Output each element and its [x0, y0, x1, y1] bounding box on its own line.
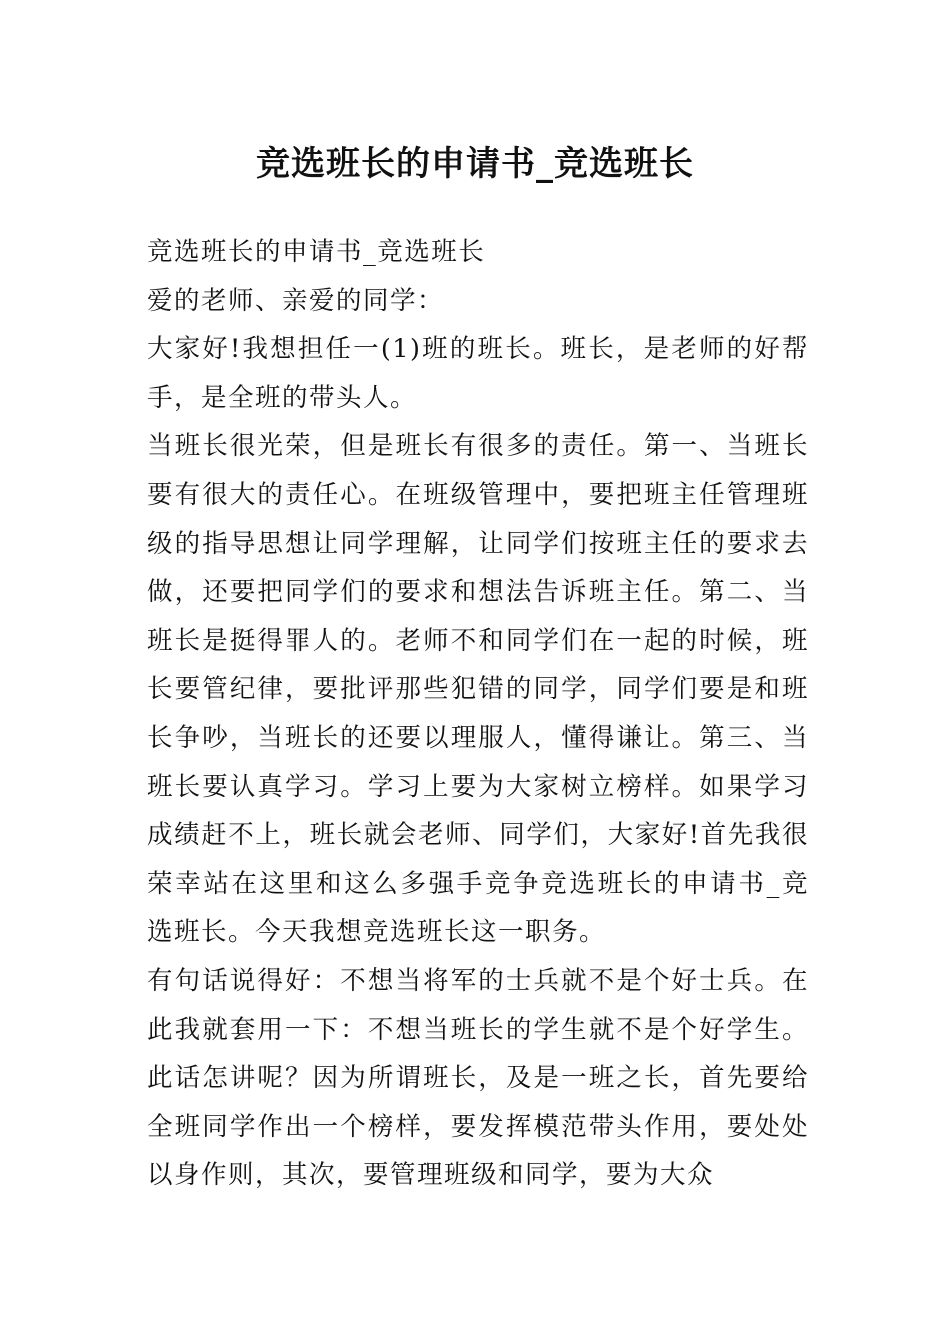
paragraph-salutation: 爱的老师、亲爱的同学： — [147, 285, 445, 316]
paragraph-intro: 大家好!我想担任一(1)班的班长。班长，是老师的好帮手，是全班的带头人。 — [147, 334, 809, 413]
paragraph-responsibilities: 当班长很光荣，但是班长有很多的责任。第一、当班长要有很大的责任心。在班级管理中，要把班主任管理班级的指导思想让同学理解，让同学们按班主任的要求去做，还要把同学们的要求和想法告诉班主任。第二、当班长是挺得罪人的。老师不和同学们在一起的时候，班长要管纪律，要批评那些犯错的同学，同学们要是和班长争吵，当班长的还要以理服人，懂得谦让。第三、当班长要认真学习。学习上要为大家树立榜样。如果学习成绩赶不上，班长就会老师、同学们，大家好!首先我很荣幸站在这里和这么多强手竞争竞选班长的申请书_竞选班长。今天我想竞选班长这一职务。 — [147, 431, 809, 948]
paragraph-saying: 有句话说得好：不想当将军的士兵就不是个好士兵。在此我就套用一下：不想当班长的学生就不是个好学生。此话怎讲呢？因为所谓班长，及是一班之长，首先要给全班同学作出一个榜样，要发挥模范带头作用，要处处以身作则，其次，要管理班级和同学，要为大众 — [147, 965, 809, 1191]
document-title: 竞选班长的申请书_竞选班长 — [256, 144, 694, 184]
paragraph-heading: 竞选班长的申请书_竞选班长 — [147, 237, 486, 267]
document-body — [147, 228, 809, 1200]
